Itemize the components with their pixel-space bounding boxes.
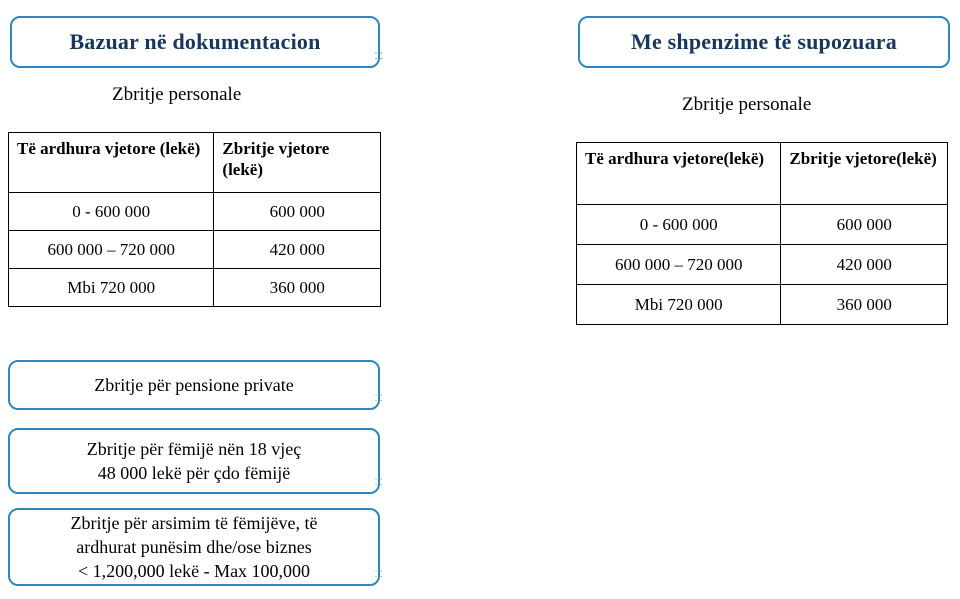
note-line: ardhurat punësim dhe/ose biznes <box>76 536 312 557</box>
resize-handle-icon[interactable]: ⸬ <box>375 477 383 487</box>
cell-income: 600 000 – 720 000 <box>9 231 214 269</box>
table-row <box>9 193 381 231</box>
cell-deduction: 360 000 <box>781 285 948 325</box>
right-subtitle: Zbritje personale <box>682 94 812 115</box>
cell-deduction: 600 000 <box>214 193 381 231</box>
note-line: Zbritje për fëmijë nën 18 vjeç <box>86 438 302 459</box>
note-line: Zbritje për arsimim të fëmijëve, të <box>70 512 318 533</box>
right-panel <box>500 0 960 599</box>
cell-deduction: 420 000 <box>781 245 948 285</box>
left-subtitle: Zbritje personale <box>112 84 242 105</box>
cell-income: Mbi 720 000 <box>577 285 781 325</box>
resize-handle-icon[interactable]: ⸬ <box>375 393 383 403</box>
table-row <box>577 245 948 285</box>
left-deductions-table <box>8 132 381 307</box>
column-header-income: Të ardhura vjetore (lekë) <box>9 133 214 193</box>
table-row <box>577 205 948 245</box>
resize-handle-icon[interactable]: ⸬ <box>375 569 383 579</box>
column-header-income: Të ardhura vjetore(lekë) <box>577 143 781 205</box>
left-header-box[interactable] <box>10 16 383 68</box>
right-header-box[interactable] <box>578 16 950 68</box>
note-box-children[interactable] <box>8 428 383 494</box>
left-panel <box>0 0 470 599</box>
table-header-row <box>9 133 381 193</box>
cell-deduction: 360 000 <box>214 269 381 307</box>
note-box-education[interactable] <box>8 508 383 586</box>
cell-deduction: 420 000 <box>214 231 381 269</box>
left-header-title: Bazuar në dokumentacion <box>69 29 321 54</box>
cell-income: 0 - 600 000 <box>577 205 781 245</box>
table-row <box>9 269 381 307</box>
table-row <box>9 231 381 269</box>
cell-income: Mbi 720 000 <box>9 269 214 307</box>
column-header-deduction: Zbritje vjetore (lekë) <box>214 133 381 193</box>
right-header-title: Me shpenzime të supozuara <box>631 29 897 54</box>
note-line: < 1,200,000 lekë - Max 100,000 <box>77 561 311 582</box>
resize-handle-icon[interactable]: ⸬ <box>375 51 383 61</box>
cell-deduction: 600 000 <box>781 205 948 245</box>
note-box-private-pensions[interactable] <box>8 360 383 410</box>
cell-income: 0 - 600 000 <box>9 193 214 231</box>
note-line: 48 000 lekë për çdo fëmijë <box>97 463 291 483</box>
table-header-row <box>577 143 948 205</box>
table-row <box>577 285 948 325</box>
cell-income: 600 000 – 720 000 <box>577 245 781 285</box>
right-deductions-table <box>576 142 948 325</box>
column-header-deduction: Zbritje vjetore(lekë) <box>781 143 948 205</box>
note-line: Zbritje për pensione private <box>94 374 294 395</box>
